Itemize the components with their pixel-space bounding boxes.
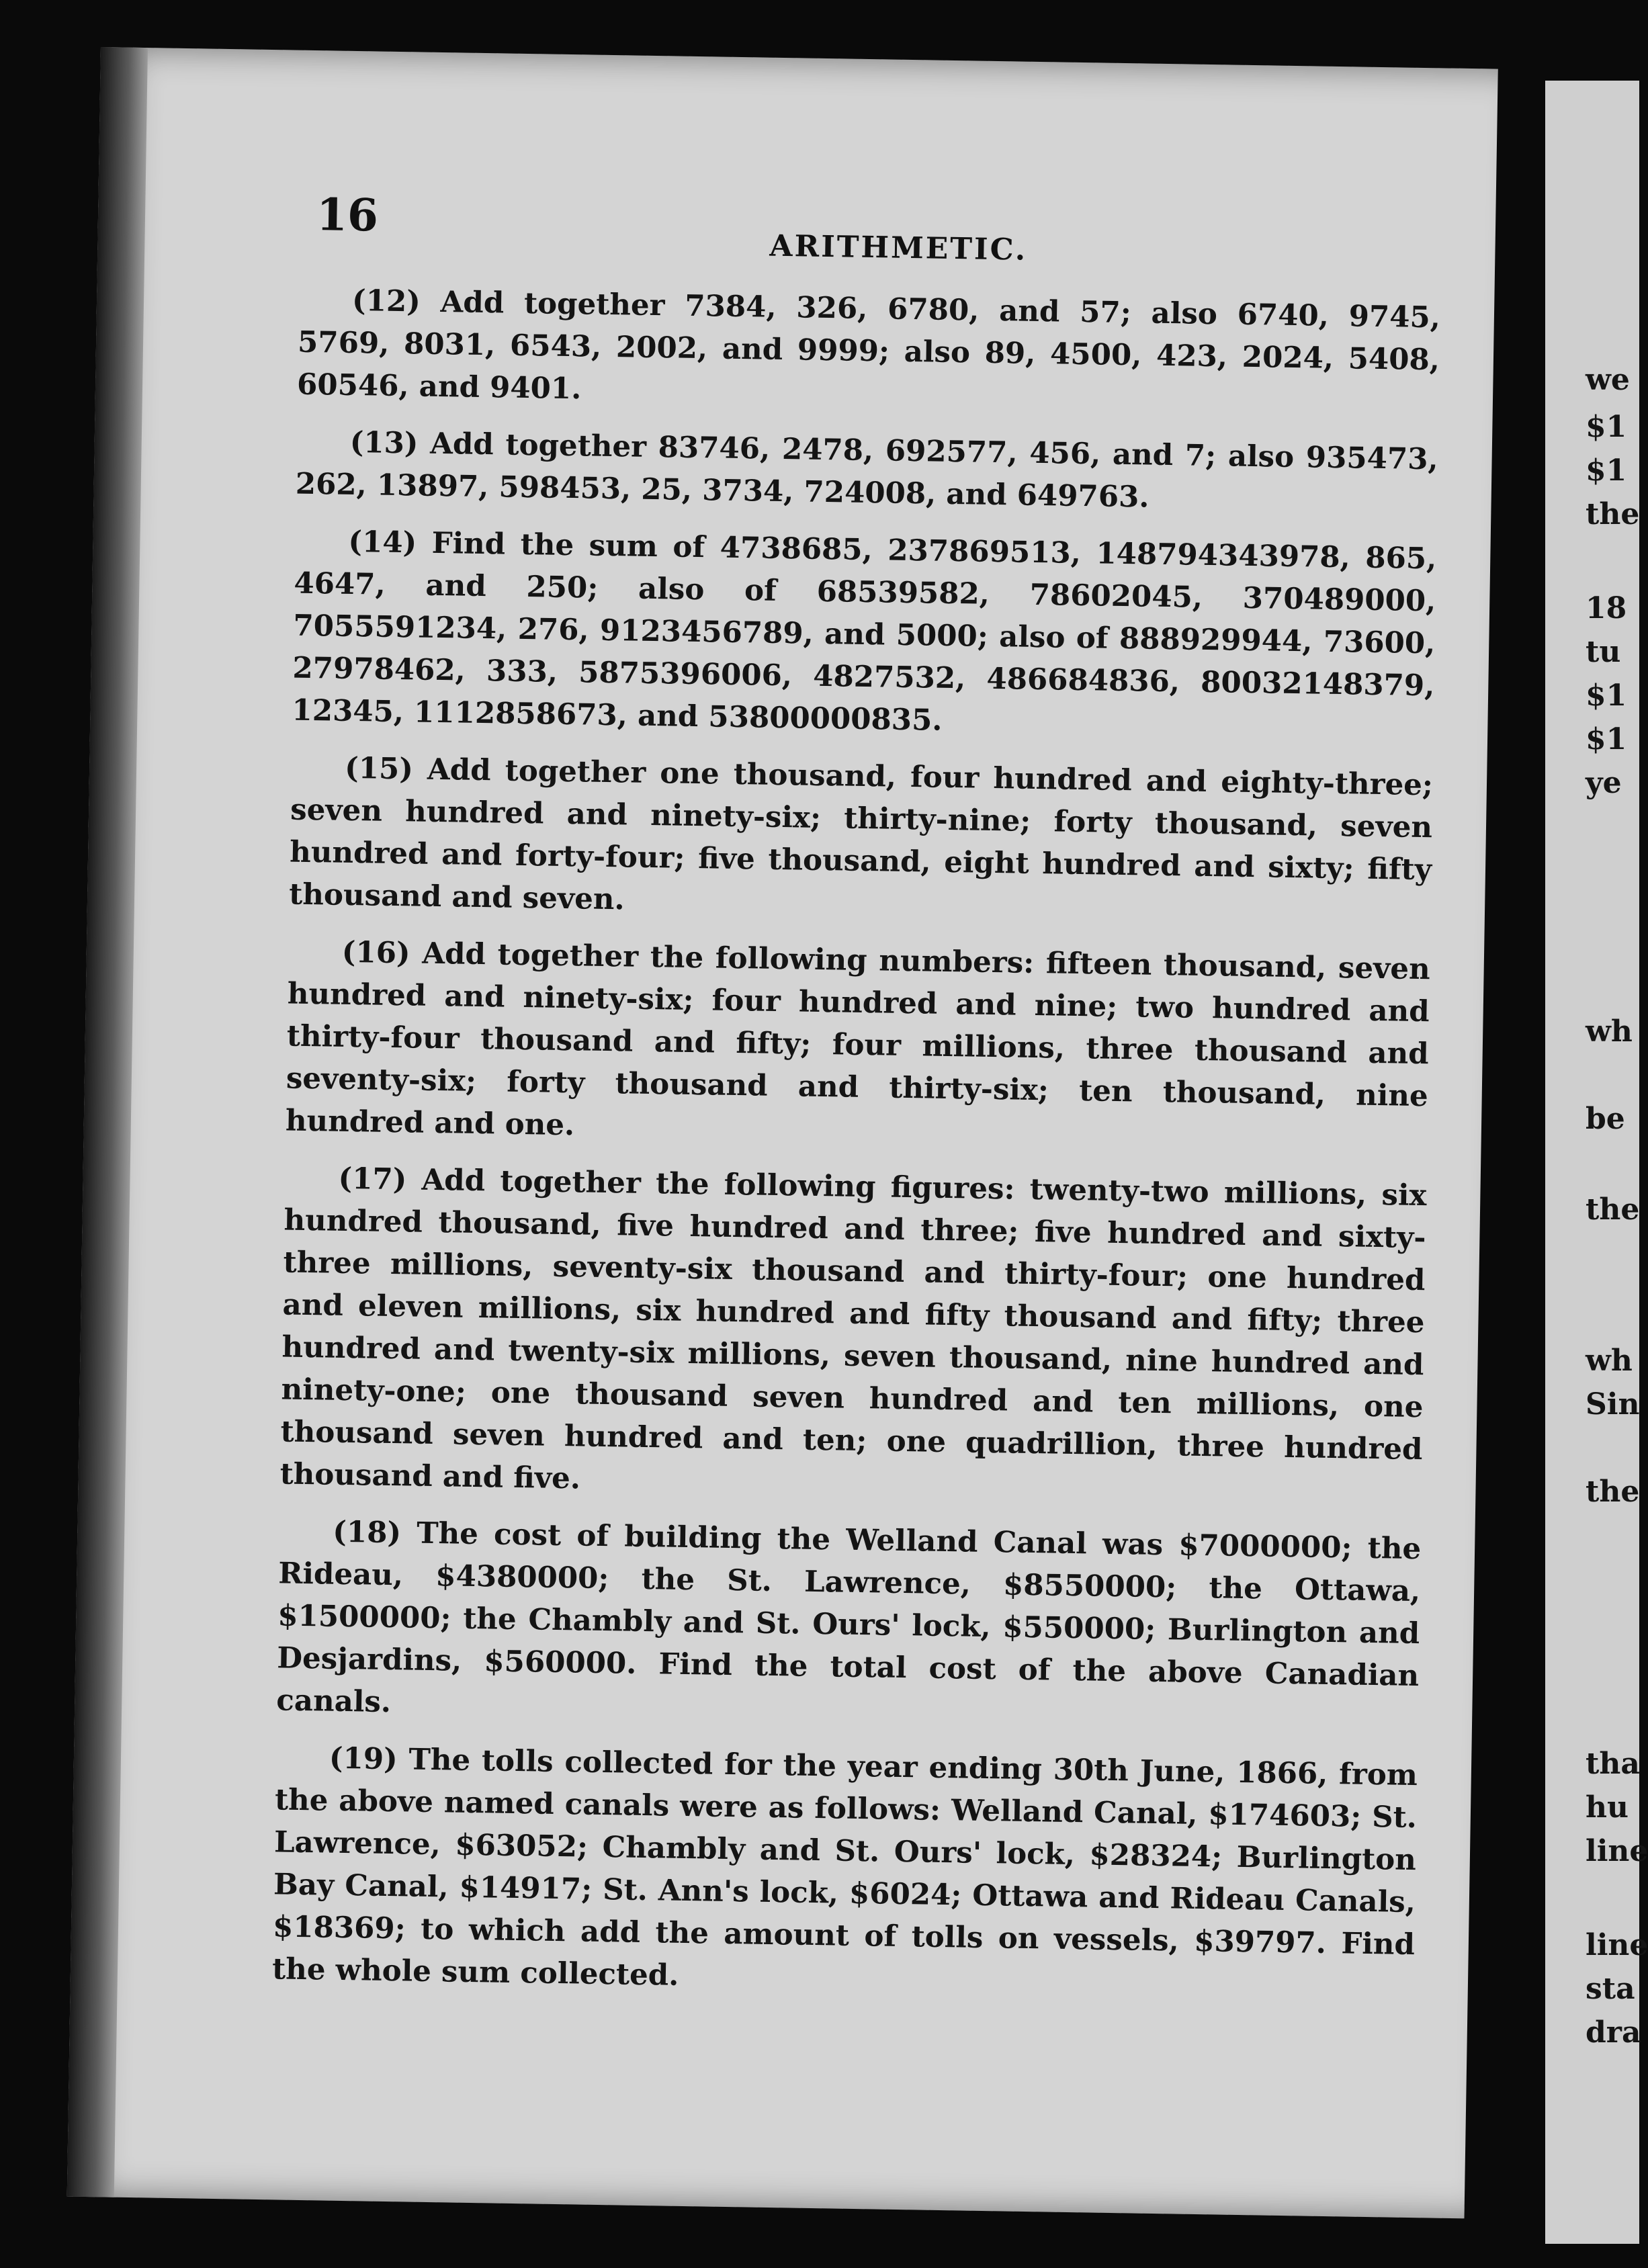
problem-text: Add together the following figures: twenty-two millions, six hundred thousand, five hundred and three; five hundred and sixty-three millions, seventy-six thousand and thirty-four; one hundred and eleven millions, six hundred and fifty thousand and fifty; three hundred and twenty-six millions, seven thousand, nine hundred and ninety-one; one thousand seven hundred and ten millions, one thousand seven hundred and ten; one quadrillion, three hundred thousand and five.	[279, 1162, 1427, 1496]
problem-number: (15)	[344, 750, 414, 787]
problem-17	[279, 1157, 1427, 1514]
right-page-fragment: $1	[1586, 679, 1627, 713]
problem-number: (13)	[349, 425, 419, 461]
problem-text: Add together one thousand, four hundred and eighty-three; seven hundred and ninety-six; thirty-nine; forty thousand, seven hundred and forty-four; five thousand, eight hundred and sixty; fifty thousand and seven.	[288, 752, 1434, 917]
problem-14	[292, 520, 1437, 750]
problem-text: Add together 83746, 2478, 692577, 456, and 7; also 935473, 262, 13897, 598453, 25, 3734, 724008, and 649763.	[295, 426, 1438, 515]
right-page-fragment: ye	[1586, 766, 1622, 800]
right-page-fragment: dra	[1586, 2015, 1641, 2050]
problem-13	[295, 421, 1438, 523]
book-spine-shadow	[67, 47, 148, 2197]
right-page-fragment: line	[1586, 1834, 1648, 1868]
problem-19	[272, 1736, 1418, 2008]
right-page-fragment: the	[1586, 1192, 1640, 1227]
problem-text: Add together the following numbers: fifteen thousand, seven hundred and ninety-six; four hundred and nine; two hundred and thirty-four thousand and fifty; four millions, three thousand and seventy-six; forty thousand and thirty-six; ten thousand, nine hundred and one.	[285, 936, 1431, 1143]
right-page-fragment: Sin	[1586, 1387, 1640, 1422]
left-book-page	[67, 47, 1498, 2218]
exercise-list	[271, 279, 1440, 2023]
problem-16	[285, 930, 1430, 1160]
problem-number: (18)	[332, 1514, 402, 1551]
right-page-fragment: wh	[1586, 1014, 1633, 1049]
page-number: 16	[316, 188, 379, 242]
right-page-fragment: sta	[1586, 1972, 1635, 2006]
problem-18	[276, 1510, 1422, 1739]
problem-text: The cost of building the Welland Canal was $7000000; the Rideau, $4380000; the St. Lawrence, $8550000; the Ottawa, $1500000; the Chambly and St. Ours' lock, $550000; Burlington and Desjardins, $560000. Find the total cost of the above Canadian canals.	[275, 1516, 1422, 1720]
right-page-fragment: $1	[1586, 410, 1627, 444]
right-page-fragment: tu	[1586, 635, 1621, 669]
problem-number: (16)	[341, 934, 410, 971]
problem-12	[297, 279, 1441, 424]
right-page-fragment: tha	[1586, 1747, 1640, 1781]
right-page-fragment: hu	[1586, 1790, 1629, 1825]
problem-number: (12)	[351, 283, 421, 319]
problem-text: The tolls collected for the year ending 30th June, 1866, from the above named canals were as follows: Welland Canal, $174603; St. Lawrence, $63052; Chambly and St. Ours' lock, $28324; Burlington Bay Canal, $14917; St. Ann's lock, $6024; Ottawa and Rideau Canals, $18369; to which add the amount of tolls on vessels, $39797. Find the whole sum collected.	[271, 1742, 1418, 1993]
problem-15	[289, 746, 1434, 934]
problem-number: (19)	[329, 1741, 398, 1777]
right-page-fragment: the	[1586, 497, 1640, 531]
problem-text: Find the sum of 4738685, 237869513, 148794343978, 865, 4647, and 250; also of 68539582, 78602045, 370489000, 7055591234, 276, 9123456789, and 5000; also of 888929944, 73600, 27978462, 333, 5875396006, 4827532, 486684836, 80032148379, 12345, 1112858673, and 53800000835.	[292, 525, 1437, 738]
right-book-page-edge	[1545, 81, 1648, 2244]
problem-number: (14)	[348, 524, 417, 560]
problem-text: Add together 7384, 326, 6780, and 57; also 6740, 9745, 5769, 8031, 6543, 2002, and 9999; also 89, 4500, 423, 2024, 5408, 60546, and 9401.	[296, 284, 1441, 406]
right-page-fragment: $1	[1586, 453, 1627, 488]
right-page-fragment: the	[1586, 1475, 1640, 1509]
right-page-fragment: 18	[1586, 591, 1627, 625]
problem-number: (17)	[338, 1161, 407, 1197]
right-page-fragment: $1	[1586, 722, 1627, 756]
right-page-fragment: wh	[1586, 1344, 1633, 1378]
right-page-fragment: we	[1586, 363, 1630, 397]
right-page-fragment: line	[1586, 1928, 1648, 1962]
right-page-fragment: be	[1586, 1102, 1625, 1136]
running-head: ARITHMETIC.	[769, 228, 1028, 267]
